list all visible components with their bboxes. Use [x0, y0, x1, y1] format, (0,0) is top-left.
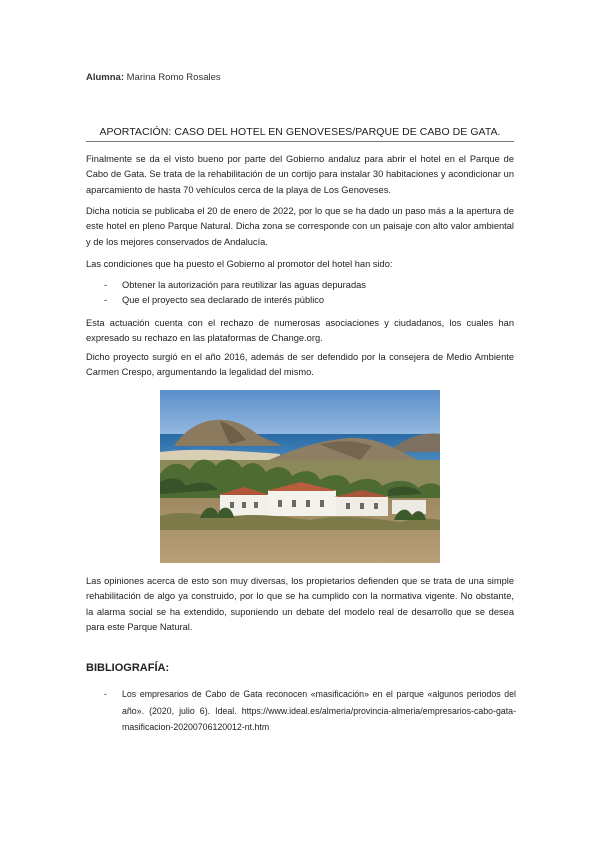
document-title: APORTACIÓN: CASO DEL HOTEL EN GENOVESES/PARQUE DE CABO DE GATA.: [86, 126, 514, 142]
list-item: [86, 686, 516, 736]
author-line: [86, 72, 221, 83]
landscape-photo: [160, 390, 440, 563]
condition-text: Que el proyecto sea declarado de interés público: [122, 295, 325, 306]
paragraph-rejection: Esta actuación cuenta con el rechazo de numerosas asociaciones y ciudadanos, los cuales han expresado su rechazo en las plataformas de Change.org.: [86, 318, 514, 344]
bibliography-list: [86, 686, 516, 736]
list-item: [86, 293, 514, 308]
condition-text: Obtener la autorización para reutilizar las aguas depuradas: [122, 280, 366, 290]
paragraph-opinions: Las opiniones acerca de esto son muy diversas, los propietarios defienden que se trata de una simple rehabilitación de algo ya construido, por lo que se ha cumplido con la normativa vigente. No obstante, la alarma social se ha extendido, suponiendo un debate del modelo real de desarrollo que se desea para este Parque Natural.: [86, 576, 514, 632]
bullet-dash: -: [104, 689, 107, 699]
paragraph-intro: Finalmente se da el visto bueno por parte del Gobierno andaluz para abrir el hotel en el Parque de Cabo de Gata. Se trata de la rehabilitación de un cortijo para instalar 30 habitaciones y acondicionar un aparcamiento de hasta 70 vehículos cerca de la playa de Los Genoveses.: [86, 154, 514, 195]
paragraph-news-date: Dicha noticia se publicaba el 20 de enero de 2022, por lo que se ha dado un paso más a la apertura de este hotel en pleno Parque Natural. Dicha zona se corresponde con un paisaje con alto valor ambiental y de los mejores conservados de Andalucía.: [86, 206, 514, 247]
bibliography-entry: Los empresarios de Cabo de Gata reconocen «masificación» en el parque «algunos periodos del año». (2020, julio 6). Ideal. https://www.ideal.es/almeria/provincia-almeria/empresarios-cabo-gata-masificacion-20200706120012-nt.htm: [122, 689, 516, 732]
list-item: [86, 278, 514, 293]
bibliography-heading: BIBLIOGRAFÍA:: [86, 662, 170, 674]
paragraph-conditions-intro: Las condiciones que ha puesto el Gobierno al promotor del hotel han sido:: [86, 259, 393, 269]
bullet-dash: -: [104, 295, 108, 306]
author-name: Marina Romo Rosales: [126, 72, 221, 83]
conditions-list: [86, 278, 514, 309]
bullet-dash: -: [104, 280, 108, 290]
author-label: Alumna:: [86, 72, 124, 83]
paragraph-origin: Dicho proyecto surgió en el año 2016, además de ser defendido por la consejera de Medio Ambiente Carmen Crespo, argumentando la legalidad del mismo.: [86, 352, 514, 378]
